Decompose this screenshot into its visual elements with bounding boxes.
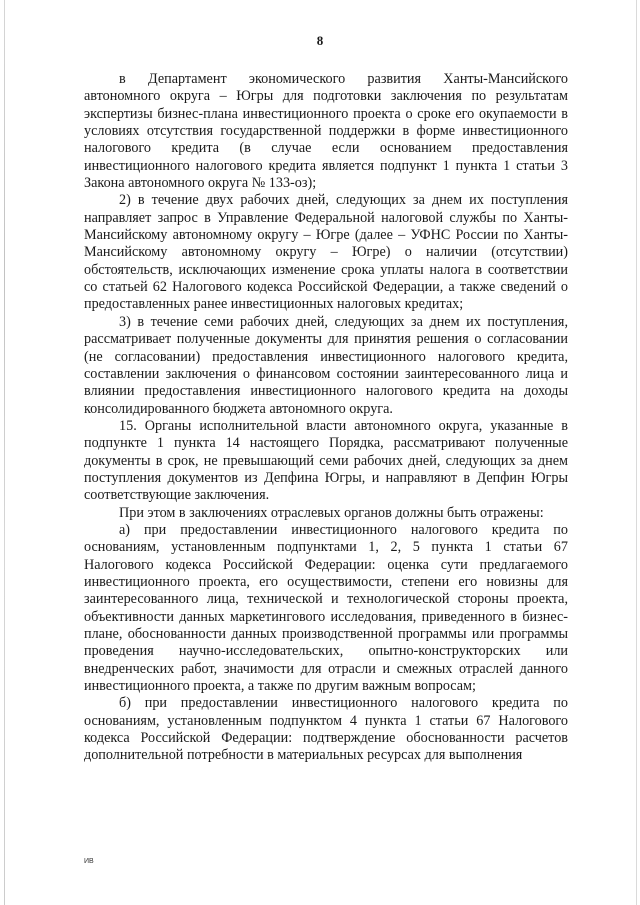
paragraph-item-b: б) при предоставлении инвестиционного налогового кредита по основаниям, установленным подпунктом 4 пункта 1 статьи 67 Налогового кодекса Российской Федерации: подтверждение обоснованности расчетов дополнительной потребности в материальных ресурсах для выполнения <box>84 695 568 764</box>
paragraph-item-2: 2) в течение двух рабочих дней, следующих за днем их поступления направляет запрос в Управление Федеральной налоговой службы по Ханты-Мансийскому автономному округу – Югре (далее – УФНС России по Ханты-Мансийскому автономному округу – Югре) о наличии (отсутствии) обстоятельств, исключающих изменение срока уплаты налога в соответствии со статьей 62 Налогового кодекса Российской Федерации, а также сведений о предоставленных ранее инвестиционных налоговых кредитах; <box>84 192 568 313</box>
page-number: 8 <box>316 33 324 48</box>
paragraph-item-a: а) при предоставлении инвестиционного налогового кредита по основаниям, установленным подпунктами 1, 2, 5 пункта 1 статьи 67 Налогового кодекса Российской Федерации: оценка сути предлагаемого инвестиционного проекта, его осуществимости, степени его новизны для заинтересованного лица, технической и технологической стороны проекта, объективности данных маркетингового исследования, приведенного в бизнес-плане, обоснованности данных производственной программы или программы проведения научно-исследовательских, опытно-конструкторских или внедренческих работ, значимости для отрасли и смежных отраслей данного инвестиционного проекта, а также по другим важным вопросам; <box>84 521 568 695</box>
footer-mark: ИВ <box>84 858 94 865</box>
scan-edge-left <box>4 0 5 905</box>
paragraph-conclusions-intro: При этом в заключениях отраслевых органов должны быть отражены: <box>119 504 544 521</box>
document-body <box>84 71 568 765</box>
paragraph-continuation: в Департамент экономического развития Ханты-Мансийского автономного округа – Югры для подготовки заключения по результатам экспертизы бизнес-плана инвестиционного проекта о сроке его окупаемости в условиях отсутствия государственной поддержки в форме инвестиционного налогового кредита (в случае если основанием предоставления инвестиционного налогового кредита является подпункт 1 пункта 1 статьи 3 Закона автономного округа № 133-оз); <box>84 71 568 192</box>
paragraph-clause-15: 15. Органы исполнительной власти автономного округа, указанные в подпункте 1 пункта 14 настоящего Порядка, рассматривают полученные документы в срок, не превышающий семи рабочих дней, следующих за днем поступления документов из Депфина Югры, и направляют в Депфин Югры соответствующие заключения. <box>84 417 568 504</box>
paragraph-item-3: 3) в течение семи рабочих дней, следующих за днем их поступления, рассматривает полученные документы для принятия решения о согласовании (не согласовании) предоставления инвестиционного налогового кредита, составлении заключения о финансовом состоянии заинтересованного лица и влиянии предоставления инвестиционного налогового кредита на доходы консолидированного бюджета автономного округа. <box>84 313 568 417</box>
scan-edge-right <box>636 0 637 905</box>
